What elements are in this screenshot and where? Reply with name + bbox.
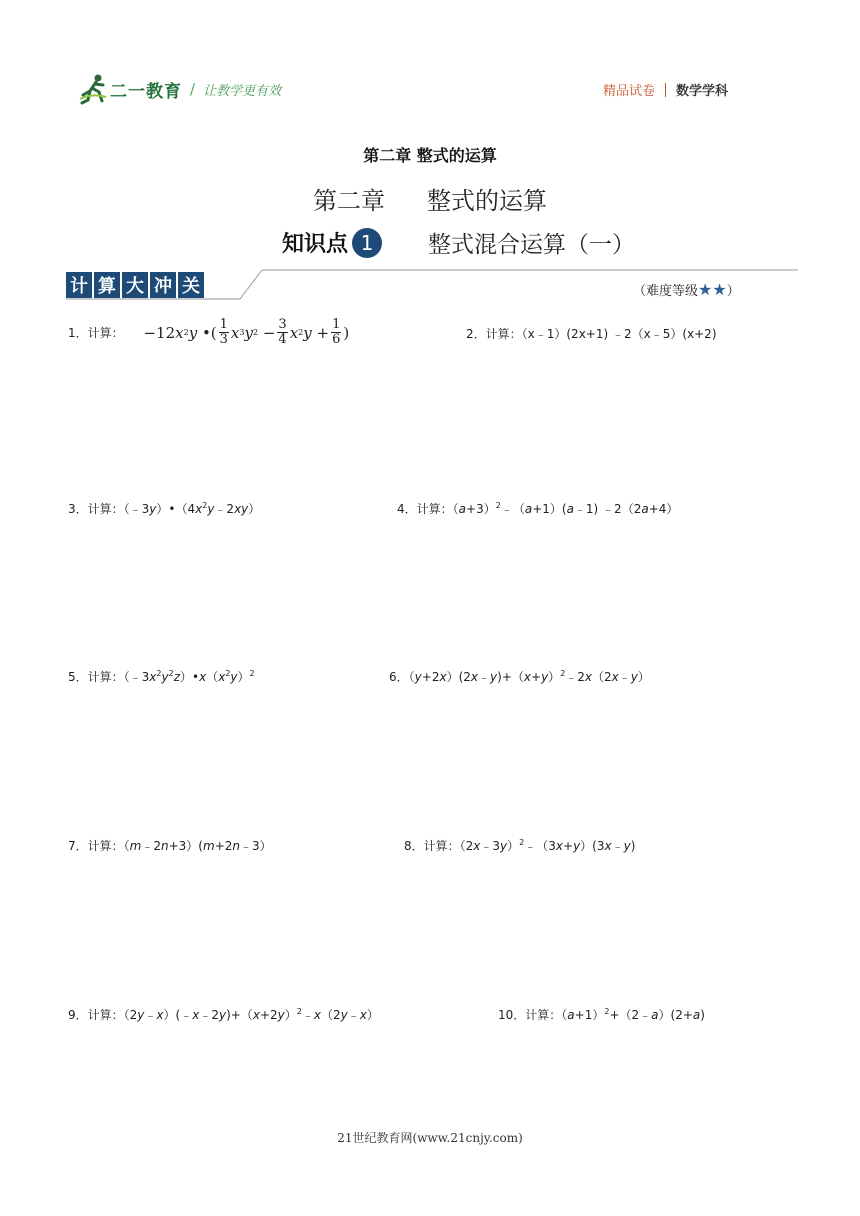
knowledge-number-badge: 1 — [352, 228, 382, 258]
paper-tag: 精品试卷 — [602, 84, 655, 99]
difficulty-close: ） — [726, 284, 740, 299]
banner-char: 算 — [94, 272, 120, 298]
question-1-expression: −12 x 2 y •( $\frac{1}{3}$ x 3 y 2 − $\frac{3}{4}$ x 2 y + $\frac{1}{6}$ ) — [143, 317, 350, 347]
question-3: 3．计算：$(﹣3y)•(4x^2y﹣2xy)$ — [68, 501, 261, 516]
brand-logo — [78, 72, 308, 106]
banner-char: 计 — [66, 272, 92, 298]
header-right — [603, 80, 728, 99]
banner-char: 关 — [178, 272, 204, 298]
banner-char: 冲 — [150, 272, 176, 298]
subject-label: 数学学科 — [675, 84, 728, 99]
question-6-prefix: 6． — [389, 670, 409, 684]
question-9: 9．计算：$(2y﹣x)(﹣x﹣2y)+(x+2y)^2﹣x(2y﹣x)$ — [68, 1007, 379, 1022]
knowledge-point-heading — [282, 226, 635, 259]
question-3-prefix: 3．计算： — [68, 502, 124, 516]
chapter-number: 第二章 — [313, 187, 385, 215]
logo-divider: / — [190, 80, 196, 98]
difficulty-level — [633, 280, 740, 299]
page-title: 第二章 整式的运算 — [363, 146, 497, 165]
question-10-prefix: 10．计算： — [498, 1008, 562, 1022]
question-8-prefix: 8．计算： — [404, 839, 460, 853]
question-7-prefix: 7．计算： — [68, 839, 124, 853]
star-icon: ★★ — [698, 280, 727, 299]
question-2: 2．计算：（x﹣1）(2x+1) ﹣2（x﹣5）(x+2) — [466, 327, 717, 341]
question-4: 4．计算：$(a+3)^2﹣(a+1)(a﹣1)$ ﹣2（2a+4） — [397, 501, 679, 516]
difficulty-label: （难度等级 — [633, 284, 699, 299]
question-5: 5．计算：$(﹣3x^2y^2z)•x(x^2y)^2$ — [68, 669, 255, 684]
question-5-prefix: 5．计算： — [68, 670, 124, 684]
logo-slogan: 让教学更有效 — [203, 83, 282, 99]
header-divider — [665, 83, 666, 97]
question-7: 7．计算：（m﹣2n+3）(m+2n﹣3） — [68, 839, 272, 853]
logo-name: 二一教育 — [110, 81, 182, 102]
question-9-prefix: 9．计算： — [68, 1008, 124, 1022]
section-banner — [66, 272, 206, 298]
question-6: 6．$(y+2x)(2x﹣y)+(x+y)^2﹣2x(2x﹣y)$ — [389, 669, 650, 684]
knowledge-topic: 整式混合运算（一） — [428, 232, 636, 258]
page-footer: 21世纪教育网(www.21cnjy.com) — [337, 1131, 523, 1145]
question-8: 8．计算：（2x﹣3y）$^2$﹣（3x+y）(3x﹣y) — [404, 838, 636, 853]
question-10: 10．计算：$(a+1)^2+(2﹣a)(2+a)$ — [498, 1007, 705, 1022]
runner-logo-icon — [78, 73, 108, 105]
question-1 — [68, 318, 349, 347]
chapter-title — [0, 181, 860, 216]
question-4-prefix: 4．计算： — [397, 502, 453, 516]
question-1-prefix: 1．计算： — [68, 326, 124, 340]
banner-char: 大 — [122, 272, 148, 298]
knowledge-label: 知识点 — [282, 232, 349, 257]
chapter-name: 整式的运算 — [427, 187, 547, 215]
